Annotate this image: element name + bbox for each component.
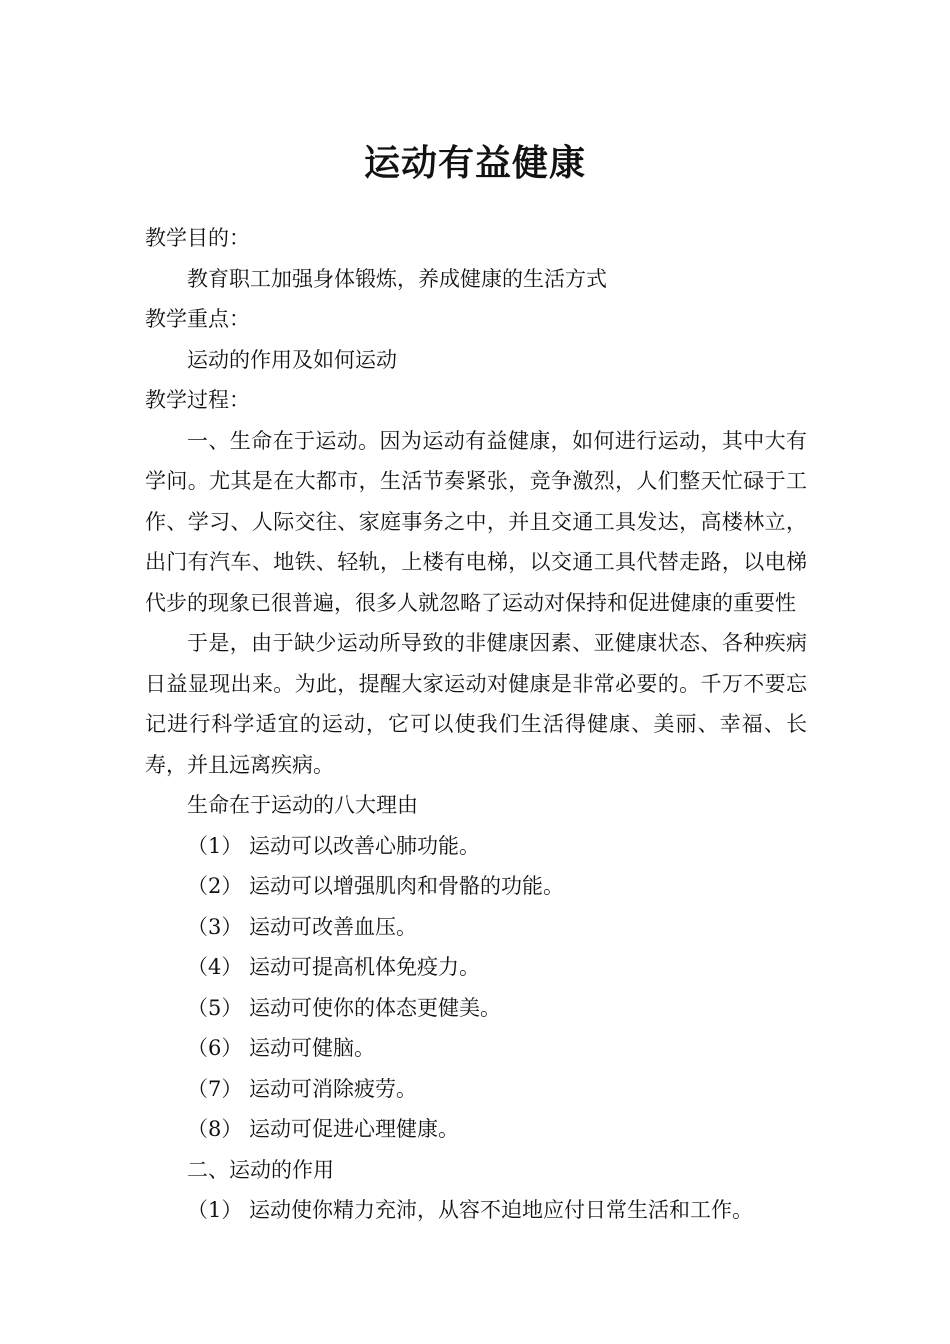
list-number: （1） (187, 833, 243, 858)
list-text: 运动可促进心理健康。 (249, 1117, 459, 1141)
list-number: （8） (187, 1117, 243, 1141)
list-item-effect-1 (145, 1190, 807, 1231)
list-item-reason-3 (145, 907, 807, 948)
list-item-reason-1 (145, 826, 807, 867)
focus-heading: 教学重点： (145, 307, 250, 331)
reasons-heading: 生命在于运动的八大理由 (187, 793, 418, 817)
document-body (145, 218, 807, 1231)
list-item-reason-6 (145, 1028, 807, 1069)
list-item-reason-4 (145, 947, 807, 988)
focus-text: 运动的作用及如何运动 (187, 347, 397, 372)
list-number: （7） (187, 1076, 243, 1101)
list-number: （3） (187, 914, 243, 939)
list-text: 运动使你精力充沛，从容不迫地应付日常生活和工作。 (249, 1198, 753, 1222)
list-number: （2） (187, 874, 243, 898)
list-text: 运动可以改善心肺功能。 (249, 833, 480, 858)
list-item-reason-7 (145, 1069, 807, 1110)
list-number: （6） (187, 1036, 243, 1060)
list-item-reason-5 (145, 988, 807, 1029)
list-text: 运动可健脑。 (249, 1036, 375, 1060)
list-text: 运动可使你的体态更健美。 (249, 995, 501, 1020)
effects-heading: 二、运动的作用 (187, 1157, 334, 1182)
objective-text: 教育职工加强身体锻炼，养成健康的生活方式 (187, 266, 607, 291)
objective-heading: 教学目的： (145, 226, 250, 250)
list-number: （4） (187, 955, 243, 979)
list-item-reason-8 (145, 1109, 807, 1150)
list-text: 运动可提高机体免疫力。 (249, 955, 480, 979)
paragraph-life-in-motion: 一、生命在于运动。因为运动有益健康，如何进行运动，其中大有学问。尤其是在大都市，生活节奏紧张，竞争激烈，人们整天忙碌于工作、学习、人际交往、家庭事务之中，并且交通工具发达，高楼林立，出门有汽车、地铁、轻轨，上楼有电梯，以交通工具代替走路，以电梯代步的现象已很普遍，很多人就忽略了运动对保持和促进健康的重要性 (145, 428, 807, 615)
list-text: 运动可消除疲劳。 (249, 1076, 417, 1101)
paragraph-lack-of-exercise: 于是，由于缺少运动所导致的非健康因素、亚健康状态、各种疾病日益显现出来。为此，提醒大家运动对健康是非常必要的。千万不要忘记进行科学适宜的运动，它可以使我们生活得健康、美丽、幸福、长寿，并且远离疾病。 (145, 631, 807, 777)
list-item-reason-2 (145, 866, 807, 907)
list-number: （1） (187, 1198, 243, 1222)
document-title: 运动有益健康 (363, 142, 586, 184)
list-text: 运动可改善血压。 (249, 914, 417, 939)
list-text: 运动可以增强肌肉和骨骼的功能。 (249, 874, 564, 898)
process-heading: 教学过程： (145, 388, 250, 412)
list-number: （5） (187, 995, 243, 1020)
